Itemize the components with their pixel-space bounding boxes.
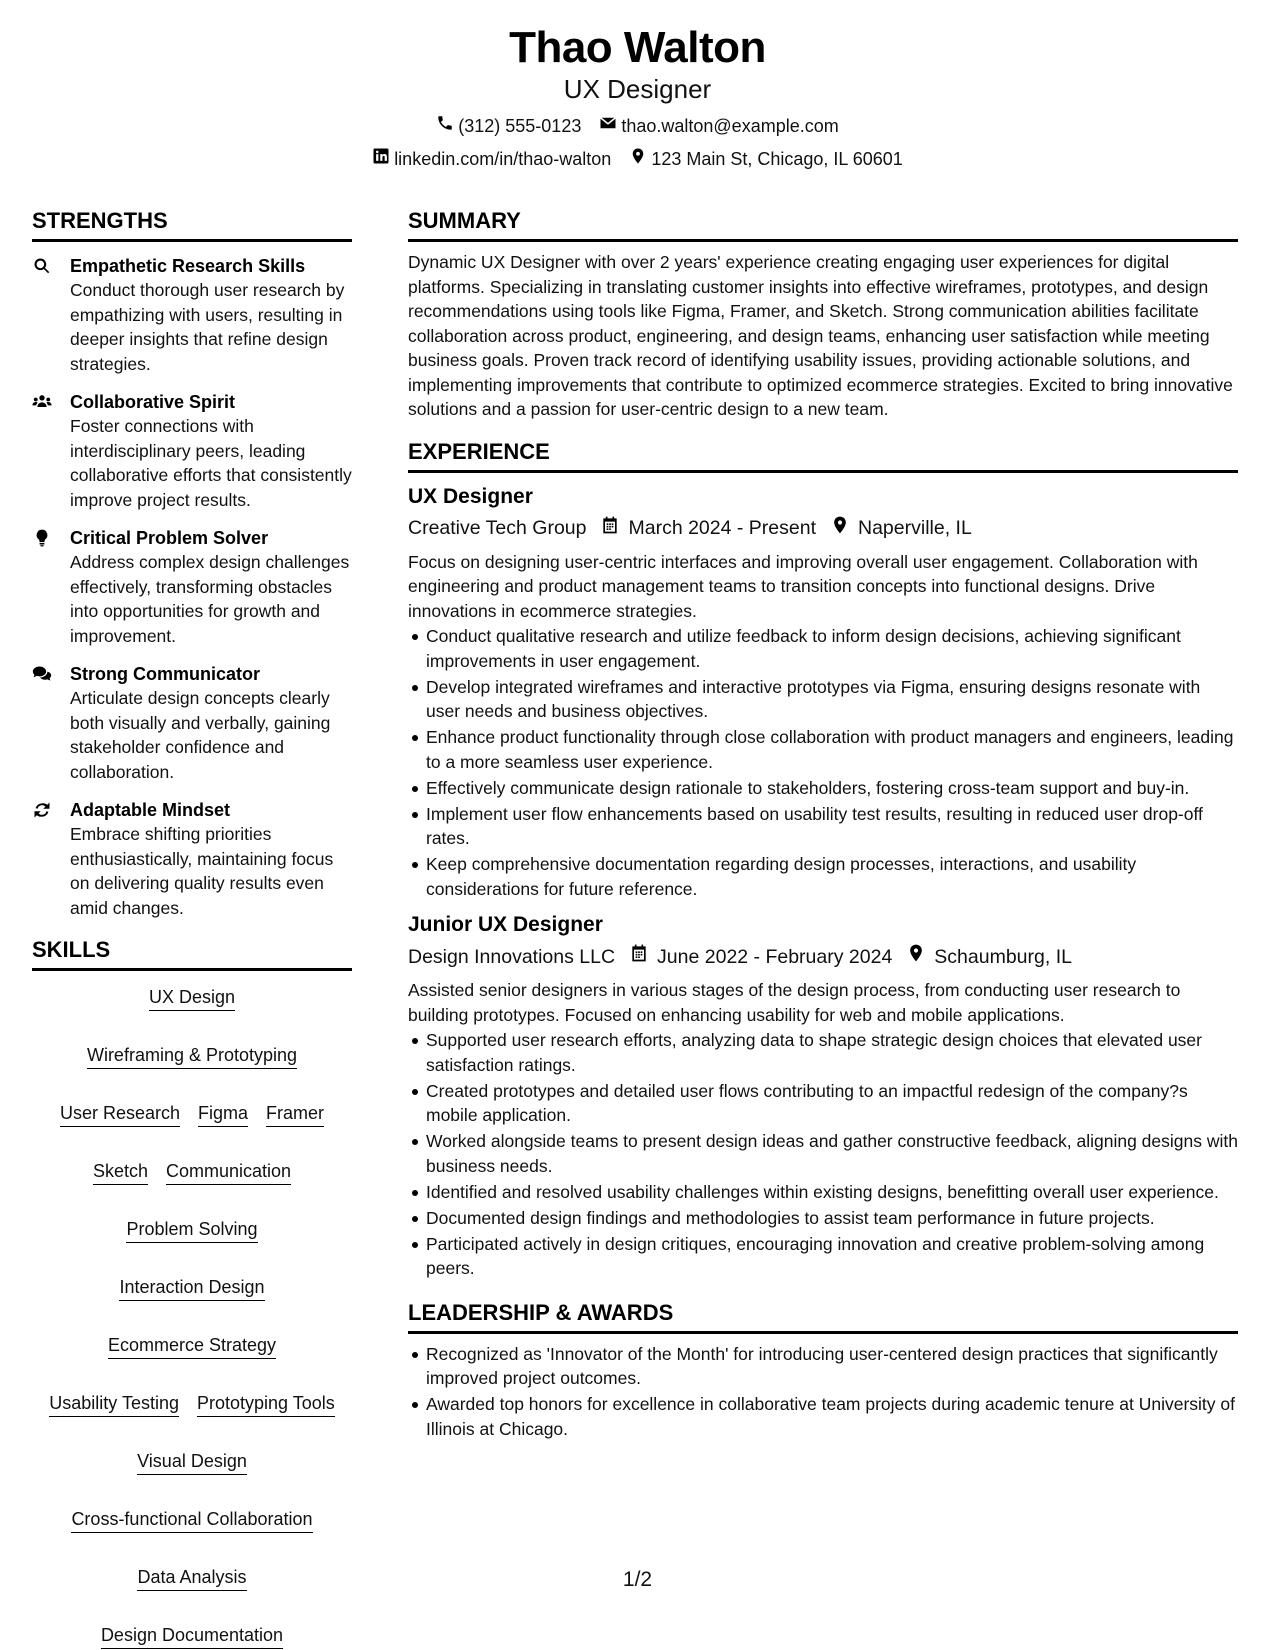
bullet-item: Keep comprehensive documentation regarding design processes, interactions, and usability considerations for future reference.	[408, 852, 1238, 901]
skills-heading: SKILLS	[32, 936, 352, 971]
location-text: Naperville, IL	[858, 517, 972, 539]
company-name: Design Innovations LLC	[408, 945, 616, 968]
strength-desc: Articulate design concepts clearly both visually and verbally, gaining stakeholder confidence and collaboration.	[70, 688, 331, 782]
summary-text: Dynamic UX Designer with over 2 years' experience creating engaging user experiences for digital platforms. Specializing in translating customer insights into effective wireframes, prototypes, and design recommendations using tools like Figma, Framer, and Sketch. Strong communication abilities facilitate collaboration across product, engineering, and design teams, enhancing user satisfaction while meeting business goals. Proven track record of identifying usability issues, providing actionable solutions, and implementing improvements that contribute to optimized ecommerce strategies. Excited to bring innovative solutions and a passion for user-centric design to a new team.	[408, 252, 1233, 419]
strength-name: Collaborative Spirit	[70, 392, 236, 412]
skill-tag: Visual Design	[137, 1449, 247, 1475]
job-bullets	[408, 624, 1238, 901]
leadership-bullets	[408, 1342, 1238, 1442]
bullet-item: Supported user research efforts, analyzing data to shape strategic design choices that elevated user satisfaction ratings.	[408, 1028, 1238, 1077]
calendar-icon	[600, 515, 620, 542]
strength-name: Strong Communicator	[70, 664, 261, 684]
left-column	[32, 207, 352, 1649]
job-description: Focus on designing user-centric interfaces and improving overall user engagement. Collaboration with engineering and product management teams to transition concepts into functional designs. Drive innovations in ecommerce strategies.	[408, 551, 1198, 621]
strength-name: Adaptable Mindset	[70, 800, 231, 820]
sync-icon	[32, 798, 70, 920]
linkedin-text: linkedin.com/in/thao-walton	[394, 148, 612, 169]
skill-tag: Usability Testing	[49, 1391, 179, 1417]
lightbulb-icon	[32, 526, 70, 648]
skill-tag: User Research	[60, 1101, 180, 1127]
skill-tag: UX Design	[149, 985, 235, 1011]
leadership-section	[408, 1299, 1238, 1442]
contact-row-1	[0, 114, 1275, 137]
bullet-item: Awarded top honors for excellence in collaborative team projects during academic tenure at University of Illinois at Chicago.	[408, 1392, 1238, 1441]
dates-text: June 2022 - February 2024	[657, 945, 893, 968]
strength-item	[32, 798, 352, 920]
comments-icon	[32, 662, 70, 784]
bullet-item: Conduct qualitative research and utilize feedback to inform design decisions, achieving significant improvements in user engagement.	[408, 624, 1238, 673]
bullet-item: Identified and resolved usability challenges within existing designs, benefitting overall user experience.	[408, 1180, 1238, 1205]
phone-contact[interactable]	[436, 114, 581, 137]
strength-desc: Address complex design challenges effectively, transforming obstacles into opportunities for growth and improvement.	[70, 552, 350, 646]
strength-desc: Foster connections with interdisciplinary peers, leading collaborative efforts that consistently improve project results.	[70, 416, 352, 510]
map-pin-icon	[830, 515, 850, 542]
skill-tag: Design Documentation	[101, 1623, 283, 1649]
bullet-item: Develop integrated wireframes and interactive prototypes via Figma, ensuring designs resonate with user needs and business objectives.	[408, 675, 1238, 724]
strengths-heading: STRENGTHS	[32, 207, 352, 242]
strength-item	[32, 254, 352, 376]
job-title: UX Designer	[408, 484, 533, 508]
bullet-item: Created prototypes and detailed user flows contributing to an impactful redesign of the company?s mobile application.	[408, 1079, 1238, 1128]
strength-item	[32, 662, 352, 784]
job-description: Assisted senior designers in various stages of the design process, from conducting user research to building prototypes. Focused on enhancing usability for web and mobile applications.	[408, 980, 1181, 1025]
skill-tag: Communication	[166, 1159, 291, 1185]
job-location	[830, 515, 972, 542]
strengths-list	[32, 254, 352, 920]
address-text: 123 Main St, Chicago, IL 60601	[651, 148, 903, 169]
job-location	[906, 943, 1072, 970]
candidate-name: Thao Walton	[509, 23, 766, 72]
skill-tag: Prototyping Tools	[197, 1391, 335, 1417]
phone-text: (312) 555-0123	[458, 115, 582, 136]
job-entry	[408, 483, 1238, 902]
job-dates	[600, 515, 816, 542]
email-contact[interactable]	[599, 114, 838, 137]
contact-row-2	[0, 147, 1275, 170]
job-dates	[629, 943, 892, 970]
skill-tag: Sketch	[93, 1159, 148, 1185]
skill-tag: Data Analysis	[137, 1565, 246, 1591]
linkedin-contact[interactable]	[372, 147, 611, 170]
phone-icon	[436, 114, 454, 137]
address-contact	[629, 147, 903, 170]
leadership-heading: LEADERSHIP & AWARDS	[408, 1299, 1238, 1334]
page-number: 1/2	[622, 1568, 653, 1591]
strength-item	[32, 526, 352, 648]
skill-tag: Wireframing & Prototyping	[87, 1043, 297, 1069]
strength-name: Empathetic Research Skills	[70, 256, 306, 276]
map-pin-icon	[629, 147, 647, 170]
job-meta	[408, 943, 1238, 970]
linkedin-icon	[372, 147, 390, 170]
email-text: thao.walton@example.com	[621, 115, 839, 136]
experience-heading: EXPERIENCE	[408, 438, 1238, 473]
calendar-icon	[629, 943, 649, 970]
bullet-item: Documented design findings and methodologies to assist team performance in future projects.	[408, 1206, 1238, 1231]
skill-tag: Problem Solving	[126, 1217, 257, 1243]
bullet-item: Implement user flow enhancements based on usability test results, resulting in reduced user drop-off rates.	[408, 802, 1238, 851]
strength-name: Critical Problem Solver	[70, 528, 269, 548]
company-name: Creative Tech Group	[408, 517, 587, 539]
bullet-item: Worked alongside teams to present design ideas and gather constructive feedback, aligning designs with business needs.	[408, 1129, 1238, 1178]
bullet-item: Participated actively in design critiques, encouraging innovation and creative problem-solving among peers.	[408, 1232, 1238, 1281]
dates-text: March 2024 - Present	[628, 517, 816, 539]
bullet-item: Recognized as 'Innovator of the Month' for introducing user-centered design practices that significantly improved project outcomes.	[408, 1342, 1238, 1391]
candidate-title: UX Designer	[563, 74, 712, 104]
location-text: Schaumburg, IL	[934, 945, 1072, 968]
skill-tag: Ecommerce Strategy	[108, 1333, 276, 1359]
skill-tag: Cross-functional Collaboration	[71, 1507, 312, 1533]
strength-desc: Embrace shifting priorities enthusiastically, maintaining focus on delivering quality results even amid changes.	[70, 824, 334, 918]
strength-desc: Conduct thorough user research by empathizing with users, resulting in deeper insights that refine design strategies.	[70, 280, 345, 374]
job-meta	[408, 515, 1238, 542]
bullet-item: Enhance product functionality through close collaboration with product managers and engineers, leading to a more seamless user experience.	[408, 725, 1238, 774]
skill-tag: Figma	[198, 1101, 248, 1127]
skill-tag: Interaction Design	[119, 1275, 264, 1301]
summary-heading: SUMMARY	[408, 207, 1238, 242]
envelope-icon	[599, 114, 617, 137]
search-icon	[32, 254, 70, 376]
map-pin-icon	[906, 943, 926, 970]
resume-header	[0, 22, 1275, 170]
job-bullets	[408, 1028, 1238, 1281]
skill-tag: Framer	[266, 1101, 324, 1127]
right-column	[408, 207, 1238, 1443]
job-entry	[408, 911, 1238, 1281]
strength-item	[32, 390, 352, 512]
job-title: Junior UX Designer	[408, 913, 603, 936]
skills-list	[32, 985, 352, 1649]
bullet-item: Effectively communicate design rationale to stakeholders, fostering cross-team support and buy-in.	[408, 776, 1238, 801]
users-icon	[32, 390, 70, 512]
